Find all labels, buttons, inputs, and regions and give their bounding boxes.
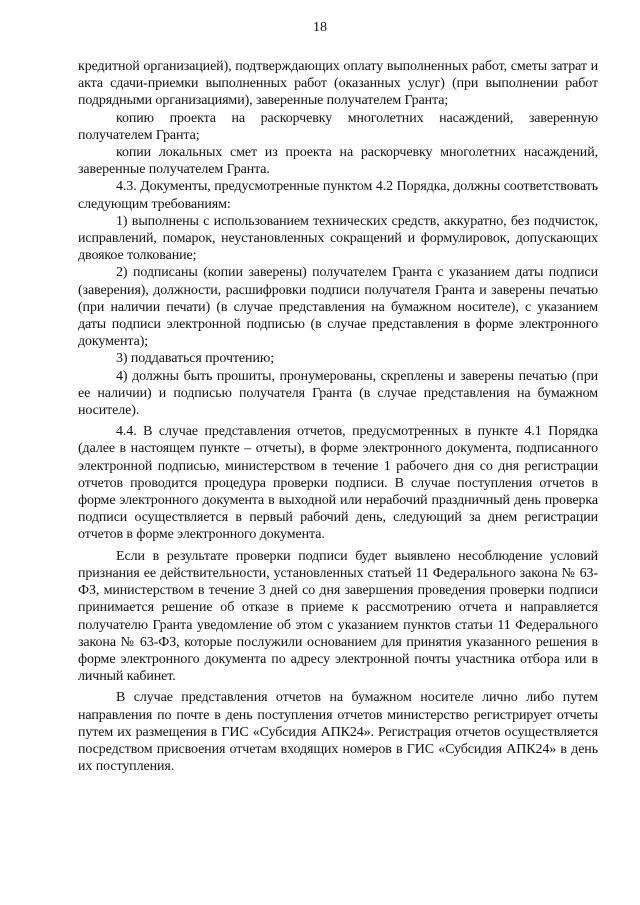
document-body <box>78 58 598 775</box>
list-item-1: 1) выполнены с использованием технических средств, аккуратно, без подчисток, исправлений, помарок, неустановленных сокращений и формулировок, допускающих двоякое толкование; <box>78 213 598 264</box>
paragraph-4-4: 4.4. В случае представления отчетов, предусмотренных в пункте 4.1 Порядка (далее в настоящем пункте – отчеты), в форме электронного документа, подписанного электронной подписью, министерством в течение 1 рабочего дня со дня регистрации отчетов проводится процедура проверки подписи. В случае поступления отчетов в форме электронного документа в выходной или нерабочий праздничный день проверка подписи осуществляется в первый рабочий день, следующий за днем регистрации отчетов в форме электронного документа. <box>78 424 598 543</box>
paragraph-paper-reports: В случае представления отчетов на бумажном носителе лично либо путем направления по почте в день поступления отчетов министерство регистрирует отчеты путем их размещения в ГИС «Субсидия АПК24». Регистрация отчетов осуществляется посредством присвоения отчетам входящих номеров в ГИС «Субсидия АПК24» в день их поступления. <box>78 690 598 775</box>
list-item-4: 4) должны быть прошиты, пронумерованы, скреплены и заверены печатью (при ее наличии) и подписью получателя Гранта (в случае представления на бумажном носителе). <box>78 368 598 419</box>
paragraph-4-3: 4.3. Документы, предусмотренные пунктом 4.2 Порядка, должны соответствовать следующим требованиям: <box>78 179 598 212</box>
paragraph-local-estimates: копии локальных смет из проекта на раскорчевку многолетних насаждений, заверенные получателем Гранта. <box>78 145 598 178</box>
list-item-2: 2) подписаны (копии заверены) получателем Гранта с указанием даты подписи (заверения), должности, расшифровки подписи получателя Гранта и заверены печатью (при наличии печати) (в случае представления на бумажном носителе), с указанием даты подписи электронной подписью (в случае представления в форме электронного документа); <box>78 265 598 350</box>
paragraph-continuation: кредитной организацией), подтверждающих оплату выполненных работ, сметы затрат и акта сдачи-приемки выполненных работ (оказанных услуг) (при выполнении работ подрядными организациями), заверенные получателем Гранта; <box>78 59 598 109</box>
page-number: 18 <box>313 20 327 35</box>
list-item-3: 3) поддаваться прочтению; <box>116 351 274 367</box>
paragraph-project-copy: копию проекта на раскорчевку многолетних насаждений, заверенную получателем Гранта; <box>78 110 598 143</box>
paragraph-signature-check: Если в результате проверки подписи будет выявлено несоблюдение условий признания ее действительности, установленных статьей 11 Федерального закона № 63-ФЗ, министерством в течение 3 дней со дня завершения проведения проверки подписи принимается решение об отказе в приеме к рассмотрению отчета и направляется получателю Гранта уведомление об этом с указанием пунктов статьи 11 Федерального закона № 63-ФЗ, которые послужили основанием для принятия указанного решения в форме электронного документа по адресу электронной почты участника отбора или в личный кабинет. <box>78 548 598 685</box>
